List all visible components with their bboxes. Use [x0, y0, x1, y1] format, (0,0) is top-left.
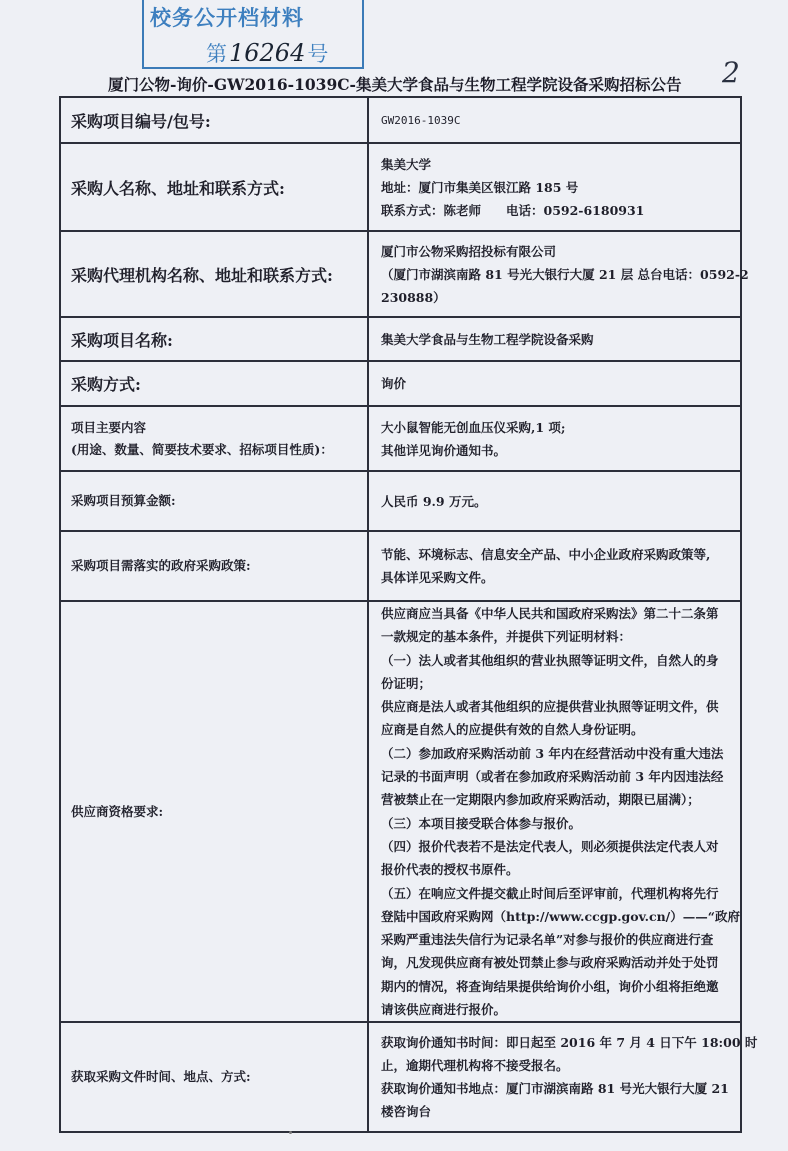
acquisition-line: 止，逾期代理机构将不接受报名。 — [381, 1058, 569, 1074]
row-label: 采购项目编号/包号: — [60, 97, 368, 143]
main-content-line: 其他详见询价通知书。 — [381, 442, 507, 458]
row-label: 采购人名称、地址和联系方式: — [60, 143, 368, 231]
table-row — [60, 143, 741, 231]
requirement-line: 登陆中国政府采购网（http://www.ccgp.gov.cn/）——“政府 — [381, 908, 740, 924]
row-value — [368, 361, 741, 406]
table-row — [60, 97, 741, 143]
document-title: 厦门公物-询价-GW2016-1039C-集美大学食品与生物工程学院设备采购招标公告 — [108, 75, 682, 94]
row-label: 采购项目预算金额: — [60, 471, 368, 531]
requirement-line: （五）在响应文件提交截止时间后至评审前，代理机构将先行 — [381, 885, 719, 901]
row-value — [368, 471, 741, 531]
project-name: 集美大学食品与生物工程学院设备采购 — [381, 331, 594, 347]
row-value — [368, 406, 741, 471]
scan-speck — [289, 1131, 292, 1134]
table-row — [60, 406, 741, 471]
row-label: 供应商资格要求: — [60, 601, 368, 1022]
project-number: GW2016-1039C — [381, 113, 461, 127]
row-value — [368, 317, 741, 361]
requirement-line: （二）参加政府采购活动前 3 年内在经营活动中没有重大违法 — [381, 745, 724, 761]
stamp-heading: 校务公开档材料 — [150, 6, 304, 30]
table-row — [60, 361, 741, 406]
acquisition-line: 获取询价通知书时间：即日起至 2016 年 7 月 4 日下午 18:00 时 — [381, 1035, 758, 1051]
acquisition-line: 楼咨询台 — [381, 1104, 432, 1120]
procurement-method: 询价 — [381, 376, 407, 391]
row-value — [368, 531, 741, 601]
requirement-line: 请该供应商进行报价。 — [381, 1002, 507, 1018]
main-content-line: 大小鼠智能无创血压仪采购,1 项; — [381, 419, 566, 435]
agency-name: 厦门市公物采购招投标有限公司 — [381, 243, 557, 259]
row-value — [368, 231, 749, 317]
requirement-line: 一款规定的基本条件，并提供下列证明材料： — [381, 629, 632, 645]
archive-stamp — [142, 0, 364, 69]
acquisition-line: 获取询价通知书地点：厦门市湖滨南路 81 号光大银行大厦 21 — [381, 1081, 729, 1097]
row-value — [368, 97, 741, 143]
procurement-notice-table — [59, 96, 758, 1133]
row-label: 项目主要内容 (用途、数量、简要技术要求、招标项目性质)： — [60, 406, 368, 471]
stamp-serial — [206, 38, 328, 68]
requirement-line: （三）本项目接受联合体参与报价。 — [381, 815, 582, 831]
table-row — [60, 601, 741, 1022]
row-value — [368, 1022, 758, 1132]
requirement-line: 期内的情况，将查询结果提供给询价小组，询价小组将拒绝邀 — [381, 978, 719, 994]
row-label: 采购方式: — [60, 361, 368, 406]
purchaser-contact: 联系方式：陈老师 电话：0592-6180931 — [381, 202, 645, 218]
requirement-line: 询，凡发现供应商有被处罚禁止参与政府采购活动并处于处罚 — [381, 955, 719, 971]
budget-amount: 人民币 9.9 万元。 — [381, 493, 487, 509]
policy-line: 节能、环境标志、信息安全产品、中小企业政府采购政策等, — [381, 547, 711, 562]
requirement-line: 份证明； — [381, 675, 432, 691]
purchaser-address: 地址：厦门市集美区银江路 185 号 — [381, 179, 579, 195]
policy-line: 具体详见采购文件。 — [381, 570, 494, 585]
requirement-line: 供应商应当具备《中华人民共和国政府采购法》第二十二条第 — [381, 606, 719, 621]
handwritten-page-number: 2 — [722, 56, 740, 89]
row-label: 采购代理机构名称、地址和联系方式: — [60, 231, 368, 317]
stamp-suffix: 号 — [307, 42, 329, 66]
requirement-line: 供应商是法人或者其他组织的应提供营业执照等证明文件，供 — [381, 699, 719, 715]
requirement-line: 采购严重违法失信行为记录名单”对参与报价的供应商进行查 — [381, 932, 714, 948]
table-row — [60, 317, 741, 361]
row-label: 采购项目名称: — [60, 317, 368, 361]
row-label: 采购项目需落实的政府采购政策: — [60, 531, 368, 601]
row-value — [368, 143, 741, 231]
requirement-line: 营被禁止在一定期限内参加政府采购活动，期限已届满）； — [381, 792, 700, 808]
table-row — [60, 1022, 741, 1132]
stamp-number: 16264 — [229, 39, 306, 67]
requirement-line: 应商是自然人的应提供有效的自然人身份证明。 — [381, 722, 644, 738]
row-label: 获取采购文件时间、地点、方式: — [60, 1022, 368, 1132]
purchaser-name: 集美大学 — [381, 156, 432, 172]
requirement-line: （一）法人或者其他组织的营业执照等证明文件，自然人的身 — [381, 652, 719, 668]
agency-phone-cont: 230888） — [381, 289, 446, 305]
requirement-line: 记录的书面声明（或者在参加政府采购活动前 3 年内因违法经 — [381, 769, 724, 785]
table-row — [60, 471, 741, 531]
requirement-line: （四）报价代表若不是法定代表人，则必须提供法定代表人对 — [381, 838, 719, 854]
supplier-requirements — [368, 601, 741, 1022]
stamp-prefix: 第 — [206, 42, 227, 66]
table-row — [60, 531, 741, 601]
table-row — [60, 231, 741, 317]
requirement-line: 报价代表的授权书原件。 — [381, 862, 519, 878]
agency-address: （厦门市湖滨南路 81 号光大银行大厦 21 层 总台电话：0592-2 — [381, 266, 749, 282]
